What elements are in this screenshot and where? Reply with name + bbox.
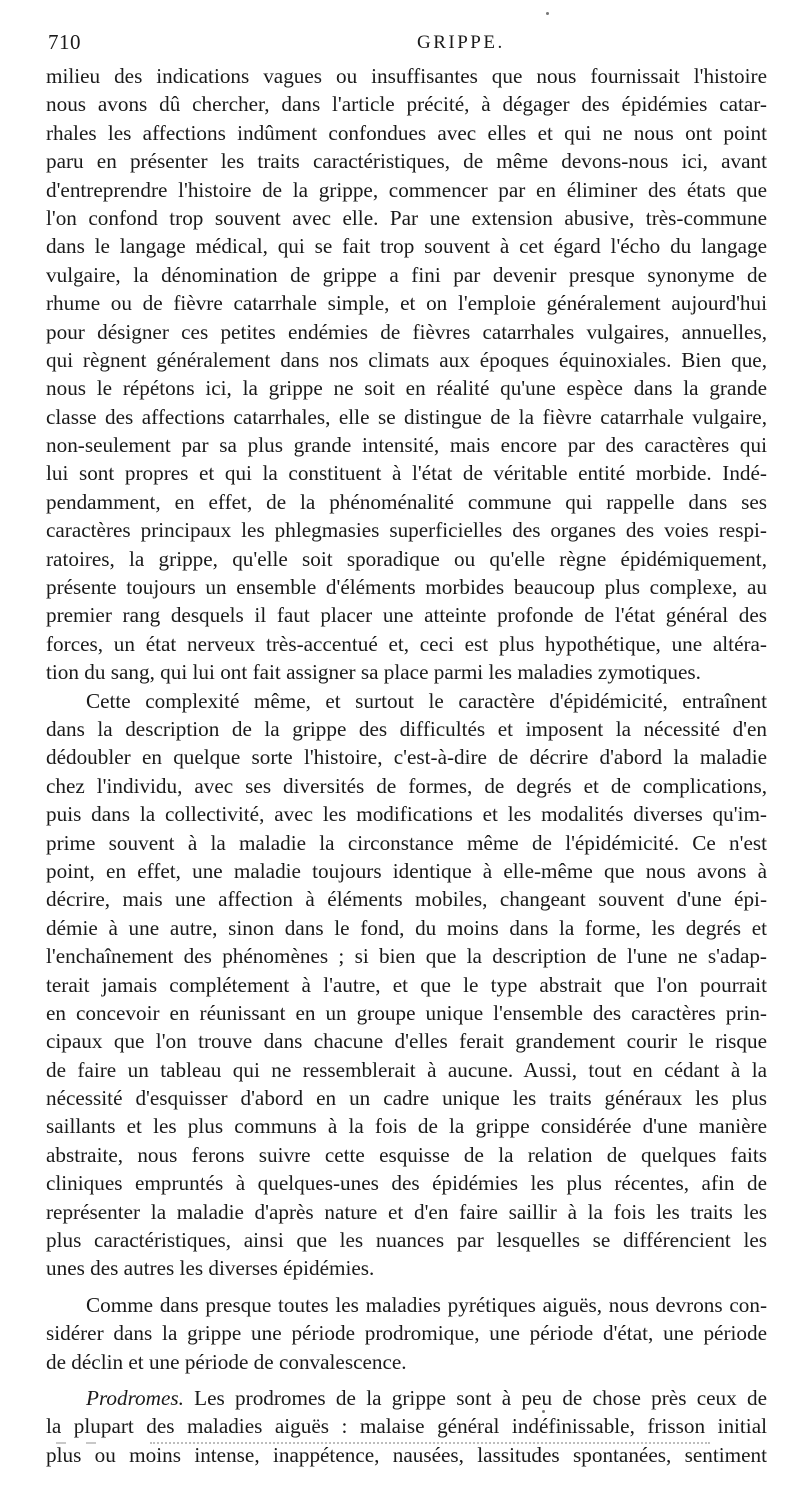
text-line: tion du sang, qui lui ont fait assigner sa place parmi les maladies zymotiques.	[46, 660, 701, 685]
text-line: pour désigner ces petites endémies de fièvres catarrhales vulgaires, annuelles,	[46, 319, 767, 344]
text-line: cliniques empruntés à quelques-unes des épidémies les plus récentes, afin de	[46, 1171, 767, 1196]
text-line: premier rang desquels il faut placer une atteinte profonde de l'état général des	[46, 603, 767, 628]
text-line: rhales les affections indûment confondues avec elles et qui ne nous ont point	[46, 120, 767, 145]
text-line: qui règnent généralement dans nos climats aux époques équinoxiales. Bien que,	[46, 347, 767, 372]
text-line: de déclin et une période de convalescence.	[46, 1349, 407, 1374]
text-line: nécessité d'esquisser d'abord en un cadre unique les traits généraux les plus	[46, 1086, 767, 1111]
text-line: d'entreprendre l'histoire de la grippe, commencer par en éliminer des états que	[46, 177, 767, 202]
text-line: non-seulement par sa plus grande intensité, mais encore par des caractères qui	[46, 433, 767, 458]
text-line: la plupart des maladies aiguës : malaise général indéfinissable, frisson initial	[46, 1414, 767, 1439]
paragraph	[46, 687, 767, 1283]
text-line: de faire un tableau qui ne ressemblerait à aucune. Aussi, tout en cédant à la	[46, 1057, 767, 1082]
text-line: nous avons dû chercher, dans l'article précité, à dégager des épidémies catar-	[46, 92, 767, 117]
text-line: présente toujours un ensemble d'éléments morbides beaucoup plus complexe, au	[46, 575, 767, 600]
text-line: plus caractéristiques, ainsi que les nuances par lesquelles se différencient les	[46, 1228, 767, 1253]
text-line: l'enchaînement des phénomènes ; si bien que la description de l'une ne s'adap-	[46, 944, 767, 969]
footer-dash	[56, 1442, 66, 1444]
text-line: unes des autres les diverses épidémies.	[46, 1256, 375, 1281]
text-line: en concevoir en réunissant en un groupe unique l'ensemble des caractères prin-	[46, 1000, 767, 1025]
scan-speck	[546, 12, 549, 15]
paragraph	[46, 1291, 767, 1376]
text-line: Comme dans presque toutes les maladies pyrétiques aiguës, nous devrons con-	[86, 1292, 767, 1317]
text-line: dans le langage médical, qui se fait trop souvent à cet égard l'écho du langage	[46, 234, 767, 259]
text-line: dans la description de la grippe des difficultés et imposent la nécessité d'en	[46, 716, 767, 741]
text-line: représenter la maladie d'après nature et d'en faire saillir à la fois les traits les	[46, 1199, 767, 1224]
text-line: démie à une autre, sinon dans le fond, du moins dans la forme, les degrés et	[46, 915, 767, 940]
text-line: l'on confond trop souvent avec elle. Par une extension abusive, très-commune	[46, 205, 767, 230]
text-line	[46, 1384, 767, 1412]
text-line: puis dans la collectivité, avec les modifications et les modalités diverses qu'im-	[46, 802, 767, 827]
page-header	[48, 30, 760, 64]
text-line: rhume ou de fièvre catarrhale simple, et on l'emploie généralement aujourd'hui	[46, 291, 767, 316]
text-line: prime souvent à la maladie la circonstance même de l'épidémicité. Ce n'est	[46, 830, 767, 855]
scan-speck	[542, 1410, 545, 1413]
paragraph	[46, 1384, 767, 1469]
text-line: chez l'individu, avec ses diversités de formes, de degrés et de complications,	[46, 773, 767, 798]
section-heading: Prodromes.	[86, 1385, 184, 1410]
text-line: forces, un état nerveux très-accentué et, ceci est plus hypothétique, une altéra-	[46, 631, 767, 656]
text-run: Les prodromes de la grippe sont à peu de chose près ceux de	[194, 1385, 767, 1410]
text-line: ratoires, la grippe, qu'elle soit sporadique ou qu'elle règne épidémiquement,	[46, 546, 767, 571]
text-line: dédoubler en quelque sorte l'histoire, c'est-à-dire de décrire d'abord la maladie	[46, 745, 767, 770]
text-line: vulgaire, la dénomination de grippe a fini par devenir presque synonyme de	[46, 262, 767, 287]
text-line: pendamment, en effet, de la phénoménalité commune qui rappelle dans ses	[46, 489, 767, 514]
text-line: sidérer dans la grippe une période prodromique, une période d'état, une période	[46, 1321, 767, 1346]
paragraph-gap	[46, 1283, 767, 1291]
text-line: plus ou moins intense, inappétence, nausées, lassitudes spontanées, sentiment	[46, 1442, 767, 1467]
text-line: cipaux que l'on trouve dans chacune d'elles ferait grandement courir le risque	[46, 1029, 767, 1054]
text-line: saillants et les plus communs à la fois de la grippe considérée d'une manière	[46, 1114, 767, 1139]
page-number: 710	[48, 30, 81, 54]
text-line: caractères principaux les phlegmasies superficielles des organes des voies respi-	[46, 518, 767, 543]
text-line: paru en présenter les traits caractéristiques, de même devons-nous ici, avant	[46, 149, 767, 174]
text-line: point, en effet, une maladie toujours identique à elle-même que nous avons à	[46, 858, 767, 883]
text-line: nous le répétons ici, la grippe ne soit en réalité qu'une espèce dans la grande	[46, 376, 767, 401]
paragraph-gap	[46, 1376, 767, 1384]
running-title: GRIPPE.	[417, 32, 505, 53]
text-line: Cette complexité même, et surtout le caractère d'épidémicité, entraînent	[86, 688, 767, 713]
text-line: lui sont propres et qui la constituent à l'état de véritable entité morbide. Indé-	[46, 461, 767, 486]
body-text	[46, 62, 767, 1469]
text-line: classe des affections catarrhales, elle se distingue de la fièvre catarrhale vulgaire,	[46, 404, 767, 429]
text-line: abstraite, nous ferons suivre cette esquisse de la relation de quelques faits	[46, 1142, 767, 1167]
footer-scan-rule	[150, 1442, 710, 1444]
paragraph	[46, 62, 767, 687]
text-line: terait jamais complétement à l'autre, et que le type abstrait que l'on pourrait	[46, 972, 767, 997]
footer-dash	[86, 1442, 96, 1444]
text-line: décrire, mais une affection à éléments mobiles, changeant souvent d'une épi-	[46, 887, 767, 912]
text-line: milieu des indications vagues ou insuffisantes que nous fournissait l'histoire	[46, 64, 767, 88]
